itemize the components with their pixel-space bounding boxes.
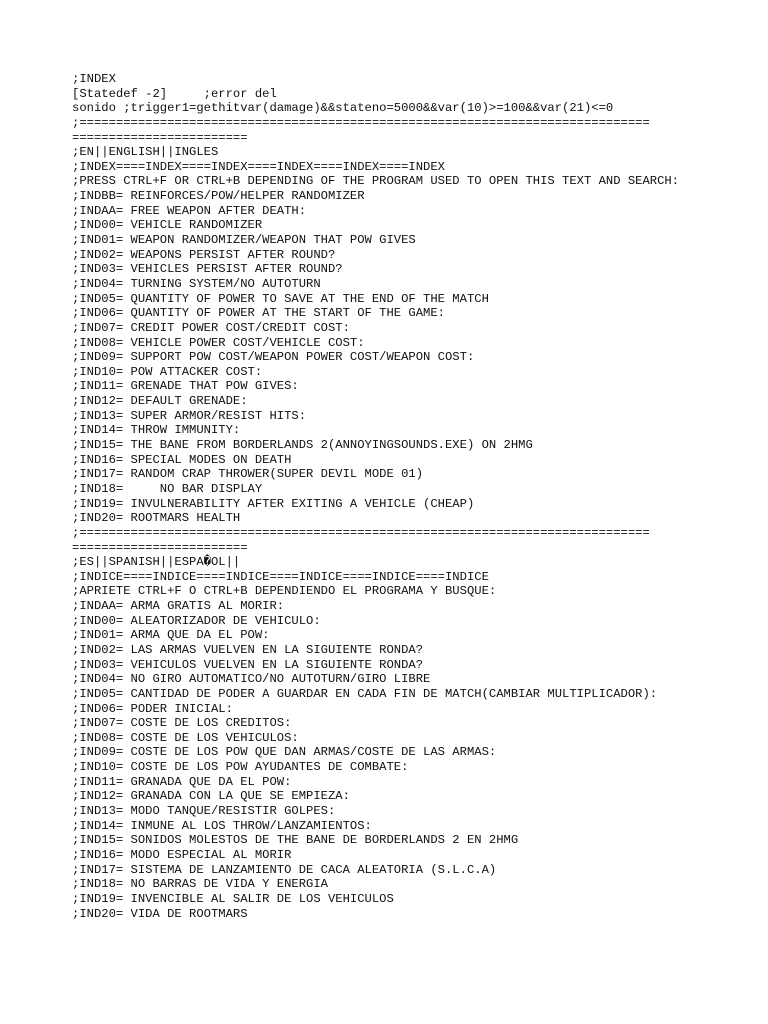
text-line: ;EN||ENGLISH||INGLES [72, 145, 219, 160]
text-line: [Statedef -2] ;error del [72, 86, 277, 101]
text-line: ;IND07= CREDIT POWER COST/CREDIT COST: [72, 320, 350, 335]
text-line: ;IND06= PODER INICIAL: [72, 701, 233, 716]
text-line: ;IND06= QUANTITY OF POWER AT THE START OF THE GAME: [72, 306, 445, 321]
text-line: ======================== [72, 130, 248, 145]
text-line: ;IND13= SUPER ARMOR/RESIST HITS: [72, 408, 307, 423]
text-line: ;IND01= ARMA QUE DA EL POW: [72, 628, 270, 643]
text-line: ;============================================================================== [72, 525, 650, 540]
text-line: ;IND08= COSTE DE LOS VEHICULOS: [72, 730, 299, 745]
text-line: ;INDICE====INDICE====INDICE====INDICE====INDICE====INDICE [72, 569, 489, 584]
text-line: ;IND15= SONIDOS MOLESTOS DE THE BANE DE BORDERLANDS 2 EN 2HMG [72, 833, 519, 848]
text-line: ;IND14= THROW IMMUNITY: [72, 423, 241, 438]
text-line: ;IND07= COSTE DE LOS CREDITOS: [72, 716, 292, 731]
text-line: ;INDAA= ARMA GRATIS AL MORIR: [72, 599, 285, 614]
text-line: ;ES||SPANISH||ESPA�OL|| [72, 555, 241, 570]
text-line: ;INDEX====INDEX====INDEX====INDEX====INDEX====INDEX [72, 159, 445, 174]
text-line: ;IND17= SISTEMA DE LANZAMIENTO DE CACA ALEATORIA (S.L.C.A) [72, 862, 497, 877]
text-line: ;IND05= QUANTITY OF POWER TO SAVE AT THE END OF THE MATCH [72, 291, 489, 306]
text-line: ;IND16= SPECIAL MODES ON DEATH [72, 452, 292, 467]
text-line: ;IND02= WEAPONS PERSIST AFTER ROUND? [72, 247, 336, 262]
text-line: ;IND02= LAS ARMAS VUELVEN EN LA SIGUIENTE RONDA? [72, 642, 424, 657]
text-line: ;IND09= COSTE DE LOS POW QUE DAN ARMAS/COSTE DE LAS ARMAS: [72, 745, 497, 760]
text-line: ;IND04= NO GIRO AUTOMATICO/NO AUTOTURN/GIRO LIBRE [72, 672, 431, 687]
text-line: ;IND05= CANTIDAD DE PODER A GUARDAR EN CADA FIN DE MATCH(CAMBIAR MULTIPLICADOR): [72, 686, 658, 701]
text-line: ;IND10= POW ATTACKER COST: [72, 364, 263, 379]
text-line: ======================== [72, 540, 248, 555]
text-line: ;IND20= VIDA DE ROOTMARS [72, 906, 248, 921]
text-line: ;IND18= NO BARRAS DE VIDA Y ENERGIA [72, 877, 328, 892]
text-line: ;INDBB= REINFORCES/POW/HELPER RANDOMIZER [72, 189, 365, 204]
text-line: ;IND14= INMUNE AL LOS THROW/LANZAMIENTOS: [72, 818, 372, 833]
text-line: ;INDEX [72, 72, 116, 86]
text-line: ;IND12= GRANADA CON LA QUE SE EMPIEZA: [72, 789, 350, 804]
text-line: ;IND09= SUPPORT POW COST/WEAPON POWER COST/WEAPON COST: [72, 350, 475, 365]
text-line: ;IND16= MODO ESPECIAL AL MORIR [72, 847, 292, 862]
text-line: ;IND04= TURNING SYSTEM/NO AUTOTURN [72, 276, 321, 291]
text-line: ;IND03= VEHICLES PERSIST AFTER ROUND? [72, 262, 343, 277]
text-line: ;APRIETE CTRL+F O CTRL+B DEPENDIENDO EL PROGRAMA Y BUSQUE: [72, 584, 497, 599]
text-line: ;IND10= COSTE DE LOS POW AYUDANTES DE COMBATE: [72, 760, 409, 775]
text-line: ;IND20= ROOTMARS HEALTH [72, 511, 241, 526]
text-line: ;IND13= MODO TANQUE/RESISTIR GOLPES: [72, 804, 336, 819]
text-line: ;IND12= DEFAULT GRENADE: [72, 394, 248, 409]
text-line: sonido ;trigger1=gethitvar(damage)&&stateno=5000&&var(10)>=100&&var(21)<=0 [72, 101, 614, 116]
text-line: ;IND19= INVULNERABILITY AFTER EXITING A VEHICLE (CHEAP) [72, 496, 475, 511]
text-line: ;IND00= ALEATORIZADOR DE VEHICULO: [72, 613, 321, 628]
text-line: ;IND18= NO BAR DISPLAY [72, 481, 263, 496]
text-line: ;IND15= THE BANE FROM BORDERLANDS 2(ANNOYINGSOUNDS.EXE) ON 2HMG [72, 438, 533, 453]
document-text-body [72, 72, 712, 921]
text-line: ;IND11= GRANADA QUE DA EL POW: [72, 774, 292, 789]
text-line: ;IND19= INVENCIBLE AL SALIR DE LOS VEHICULOS [72, 891, 394, 906]
text-line: ;IND08= VEHICLE POWER COST/VEHICLE COST: [72, 335, 365, 350]
text-line: ;PRESS CTRL+F OR CTRL+B DEPENDING OF THE PROGRAM USED TO OPEN THIS TEXT AND SEARCH: [72, 174, 680, 189]
text-line: ;IND00= VEHICLE RANDOMIZER [72, 218, 263, 233]
text-line: ;IND03= VEHICULOS VUELVEN EN LA SIGUIENTE RONDA? [72, 657, 424, 672]
text-line: ;INDAA= FREE WEAPON AFTER DEATH: [72, 203, 307, 218]
text-line: ;IND11= GRENADE THAT POW GIVES: [72, 379, 299, 394]
text-line: ;============================================================================== [72, 115, 650, 130]
text-line: ;IND01= WEAPON RANDOMIZER/WEAPON THAT POW GIVES [72, 233, 416, 248]
text-line: ;IND17= RANDOM CRAP THROWER(SUPER DEVIL MODE 01) [72, 467, 424, 482]
